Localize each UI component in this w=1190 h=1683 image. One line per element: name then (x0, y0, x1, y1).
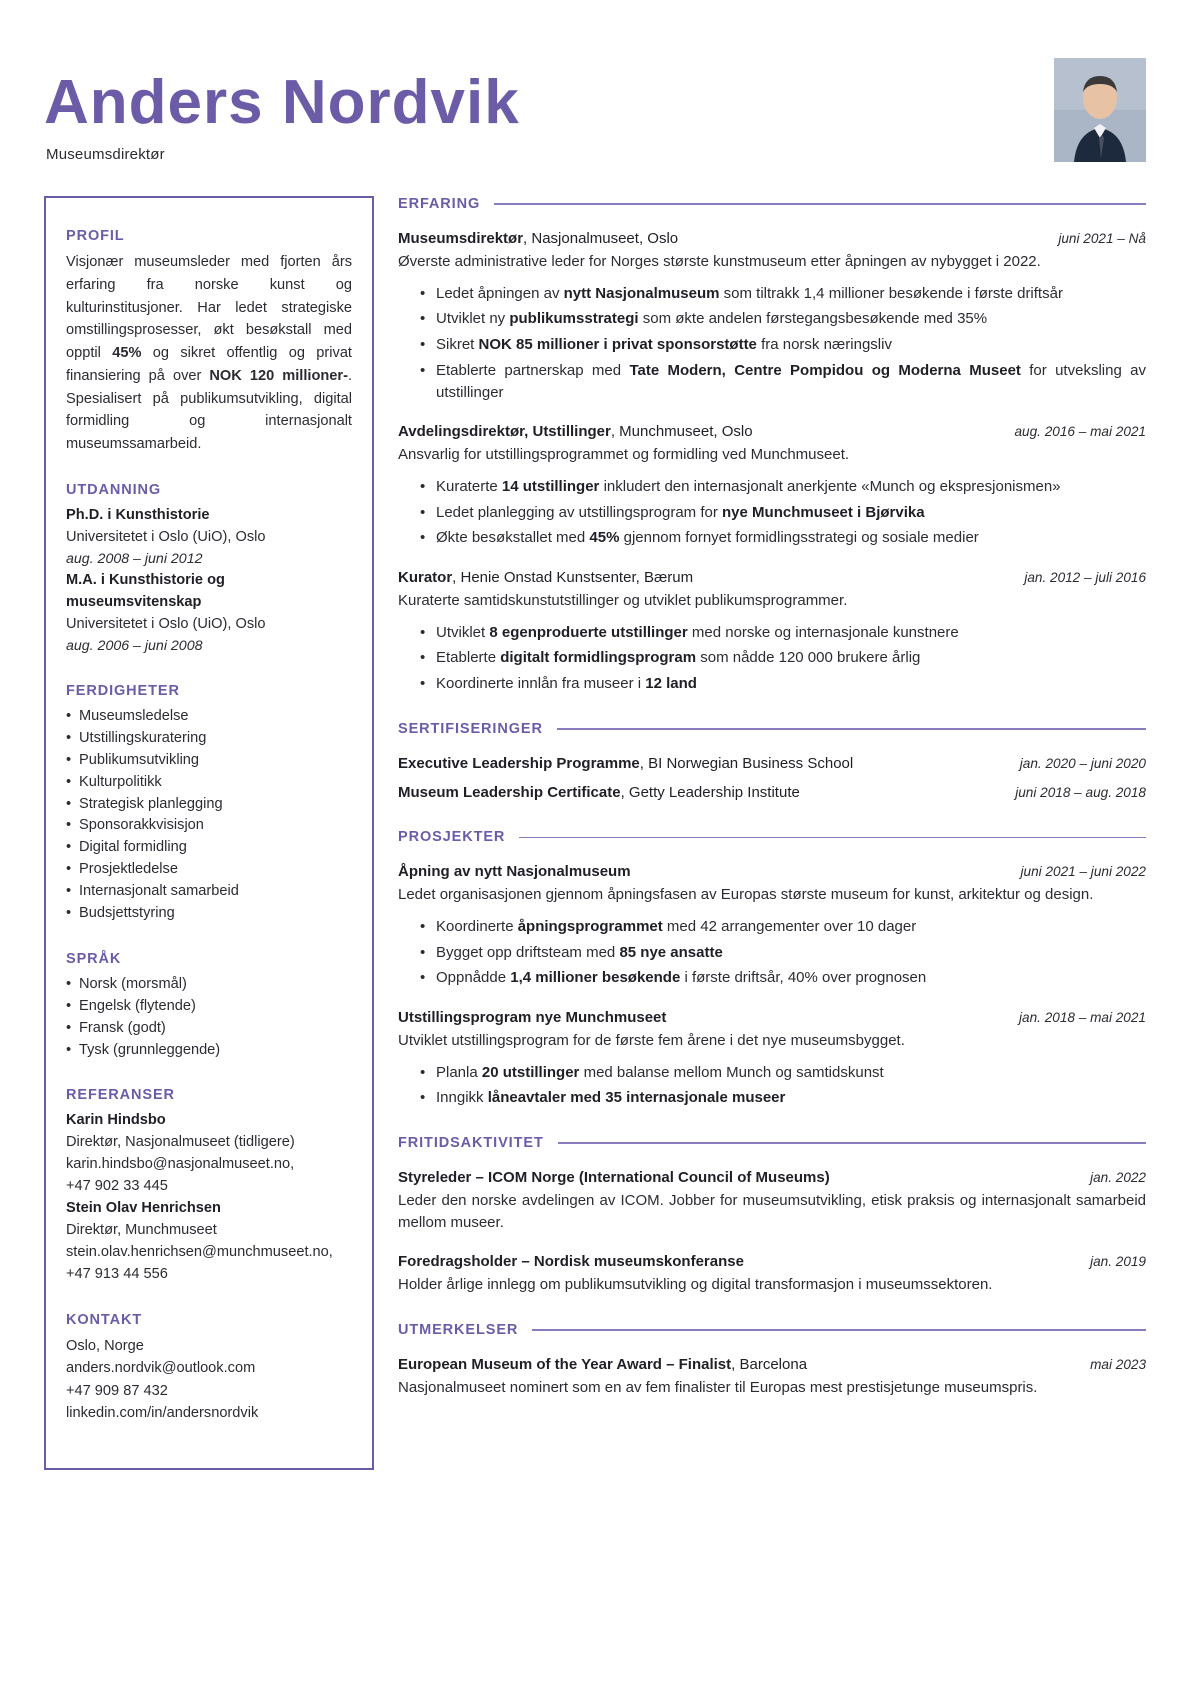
entry-summary (398, 1190, 1146, 1234)
language-item: • Tysk (grunnleggende) (66, 1040, 352, 1062)
reference-line: karin.hindsbo@nasjonalmuseet.no, (66, 1156, 295, 1173)
sidebar-section-skills (66, 683, 352, 925)
plain-text: , Nasjonalmuseet, Oslo (523, 230, 679, 247)
plain-text: . Spesialisert på publikumsutvikling, digital formidling og internasjonalt museumssamarbeid. (66, 367, 352, 453)
candidate-job-title: Museumsdirektør (46, 146, 165, 163)
entry-header (398, 1251, 1146, 1273)
section-awards (398, 1322, 1146, 1399)
language-item: • Norsk (morsmål) (66, 974, 352, 996)
skill-item: • Prosjektledelse (66, 859, 352, 881)
entry-summary (398, 884, 1146, 906)
skill-item: • Kulturpolitikk (66, 772, 352, 794)
entry-summary (398, 590, 1146, 612)
emphasis-text: 1,4 millioner besøkende (510, 969, 681, 987)
emphasis-text: 12 land (645, 675, 697, 692)
references-list (66, 1110, 352, 1285)
plain-text: , Getty Leadership Institute (620, 783, 800, 801)
plain-text: fra norsk næringsliv (756, 336, 892, 353)
emphasis-text: NOK 120 millioner- (209, 367, 348, 384)
education-school: Universitetet i Oslo (UiO), Oslo (66, 615, 266, 632)
emphasis-text: åpningsprogrammet (517, 917, 663, 935)
emphasis-text: Museumsdirektør (398, 230, 524, 247)
reference-lines (66, 1132, 352, 1198)
entry-header (398, 1167, 1146, 1189)
entry-title (398, 861, 631, 883)
emphasis-text: Utstillingsprogram nye Munchmuseet (398, 1009, 667, 1026)
resume-entry (398, 1251, 1146, 1296)
resume-entry (398, 421, 1146, 549)
plain-text: Ledet åpningen av (436, 284, 564, 302)
section-title-experience: ERFARING (398, 196, 481, 212)
entry-bullet (420, 527, 1146, 549)
plain-text: med 42 arrangementer over 10 dager (662, 917, 917, 935)
resume-entry (398, 1354, 1146, 1399)
reference-line: Direktør, Nasjonalmuseet (tidligere) (66, 1134, 295, 1151)
entry-bullet (420, 502, 1146, 524)
plain-text: Ledet organisasjonen gjennom åpningsfasen av Europas største museum for kunst, arkitektur og design. (398, 886, 1094, 903)
award-entries (398, 1354, 1146, 1399)
section-projects (398, 829, 1146, 1109)
certification-date: jan. 2020 – juni 2020 (1019, 755, 1146, 771)
experience-entries (398, 228, 1146, 695)
skill-item: • Internasjonalt samarbeid (66, 881, 352, 903)
entry-bullet-list (398, 622, 1146, 695)
plain-text: med norske og internasjonale kunstnere (687, 623, 959, 641)
plain-text: Ledet planlegging av utstillingsprogram for (436, 503, 723, 521)
entry-date: jan. 2012 – juli 2016 (1024, 570, 1146, 585)
section-title-projects: PROSJEKTER (398, 829, 506, 846)
profile-text (66, 251, 352, 456)
skill-item: • Museumsledelse (66, 706, 352, 728)
entry-title (398, 228, 678, 250)
plain-text: i første driftsår, 40% over prognosen (680, 969, 927, 987)
entry-title (398, 1354, 807, 1376)
entry-summary (398, 251, 1146, 273)
plain-text: Ansvarlig for utstillingsprogrammet og formidling ved Munchmuseet. (398, 446, 850, 463)
section-header-experience (398, 196, 1146, 212)
plain-text: Økte besøkstallet med (436, 529, 590, 547)
portrait-illustration (1054, 58, 1146, 162)
entry-header (398, 1354, 1146, 1376)
section-activities (398, 1135, 1146, 1296)
reference-item (66, 1198, 352, 1286)
section-header-certifications (398, 721, 1146, 737)
plain-text: Oppnådde (436, 969, 511, 987)
skills-list (66, 706, 352, 925)
profile-photo (1054, 58, 1146, 162)
entry-date: jan. 2022 (1090, 1170, 1146, 1185)
resume-entry (398, 567, 1146, 695)
plain-text: og sikret offentlig og privat finansiering på over (66, 345, 352, 384)
certification-rows (398, 753, 1146, 804)
reference-item (66, 1110, 352, 1198)
contact-line: +47 909 87 432 (66, 1382, 168, 1399)
language-item: • Engelsk (flytende) (66, 996, 352, 1018)
plain-text: Utviklet (436, 623, 490, 641)
language-item: • Fransk (godt) (66, 1018, 352, 1040)
plain-text: Utviklet utstillingsprogram for de første fem årene i det nye museumsbygget. (398, 1031, 905, 1049)
emphasis-text: 14 utstillinger (501, 477, 600, 495)
emphasis-text: Styreleder – ICOM Norge (International Council of Museums) (398, 1169, 830, 1186)
plain-text: med balanse mellom Munch og samtidskunst (579, 1063, 884, 1081)
emphasis-text: 45% (589, 529, 620, 547)
resume-entry (398, 1007, 1146, 1109)
activity-entries (398, 1167, 1146, 1296)
plain-text: Koordinerte innlån fra museer i (436, 675, 646, 692)
section-rule (557, 728, 1146, 730)
plain-text: Sikret (436, 336, 479, 353)
entry-bullet (420, 360, 1146, 404)
entry-date: jan. 2019 (1090, 1254, 1146, 1270)
plain-text: Bygget opp driftsteam med (436, 943, 620, 961)
plain-text: , BI Norwegian Business School (639, 754, 854, 772)
entry-bullet (420, 622, 1146, 644)
entry-title (398, 421, 753, 443)
resume-header (0, 0, 1190, 190)
plain-text: , Henie Onstad Kunstsenter, Bærum (452, 569, 694, 586)
plain-text: som tiltrakk 1,4 millioner besøkende i første driftsår (719, 284, 1063, 302)
plain-text: Øverste administrative leder for Norges største kunstmuseum etter åpningen av nybygget i 2022. (398, 252, 1041, 270)
entry-bullet (420, 334, 1146, 356)
emphasis-text: Avdelingsdirektør, Utstillinger (398, 423, 611, 441)
sidebar-section-contact (66, 1312, 352, 1425)
education-degree: Ph.D. i Kunsthistorie (66, 506, 210, 523)
reference-lines (66, 1220, 352, 1286)
section-rule (494, 203, 1146, 205)
entry-title (398, 1251, 744, 1273)
skill-item: • Strategisk planlegging (66, 794, 352, 816)
plain-text: Kuraterte (436, 477, 502, 495)
entry-bullet (420, 476, 1146, 498)
section-rule (532, 1329, 1146, 1331)
entry-header (398, 1007, 1146, 1029)
contact-line: anders.nordvik@outlook.com (66, 1360, 256, 1377)
languages-list (66, 974, 352, 1062)
sidebar-heading-references: REFERANSER (66, 1087, 175, 1104)
contact-line: Oslo, Norge (66, 1337, 144, 1354)
certification-title (398, 782, 800, 804)
plain-text: Etablerte partnerskap med (436, 361, 630, 379)
resume-entry (398, 228, 1146, 403)
education-date: aug. 2008 – juni 2012 (66, 550, 203, 567)
plain-text: inkludert den internasjonalt anerkjente «Munch og ekspresjonismen» (599, 477, 1061, 495)
entry-bullet (420, 1087, 1146, 1109)
sidebar-heading-profile: PROFIL (66, 228, 125, 244)
emphasis-text: nye Munchmuseet i Bjørvika (722, 503, 925, 521)
certification-date: juni 2018 – aug. 2018 (1015, 784, 1146, 800)
emphasis-text: Åpning av nytt Nasjonalmuseum (398, 863, 631, 881)
entry-bullet-list (398, 916, 1146, 989)
emphasis-text: NOK 85 millioner i privat sponsorstøtte (478, 336, 757, 353)
emphasis-text: 8 egenproduerte utstillinger (489, 623, 688, 641)
emphasis-text: Kurator (398, 569, 453, 586)
certification-row (398, 782, 1146, 804)
resume-entry (398, 861, 1146, 989)
section-title-awards: UTMERKELSER (398, 1321, 519, 1338)
education-school: Universitetet i Oslo (UiO), Oslo (66, 528, 266, 545)
certification-row (398, 753, 1146, 775)
reference-name: Karin Hindsbo (66, 1112, 166, 1129)
education-item (66, 505, 352, 570)
plain-text: Visjonær museumsleder med fjorten års erfaring fra norske kunst og kulturinstitusjoner. Har ledet strategiske omstillingsprosesser, økt besøkstall med opptil (66, 254, 352, 362)
entry-bullet (420, 647, 1146, 669)
contact-line: linkedin.com/in/andersnordvik (66, 1405, 259, 1422)
emphasis-text: digitalt formidlingsprogram (500, 649, 697, 667)
reference-line: +47 913 44 556 (66, 1265, 168, 1282)
skill-item: • Utstillingskuratering (66, 728, 352, 750)
entry-date: aug. 2016 – mai 2021 (1014, 424, 1146, 440)
sidebar-section-languages (66, 951, 352, 1062)
section-header-activities (398, 1135, 1146, 1151)
emphasis-text: 20 utstillinger (481, 1063, 580, 1081)
emphasis-text: Foredragsholder – Nordisk museumskonferanse (398, 1253, 744, 1271)
entry-title (398, 1167, 830, 1189)
education-item (66, 570, 352, 657)
plain-text: , Munchmuseet, Oslo (610, 423, 753, 441)
reference-line: Direktør, Munchmuseet (66, 1221, 217, 1238)
plain-text: Kuraterte samtidskunstutstillinger og utviklet publikumsprogrammer. (398, 591, 848, 609)
emphasis-text: publikumsstrategi (509, 310, 639, 328)
plain-text: , Barcelona (731, 1355, 808, 1373)
entry-bullet (420, 673, 1146, 695)
sidebar-section-references (66, 1087, 352, 1285)
plain-text: Koordinerte (436, 917, 518, 935)
plain-text: Planla (436, 1063, 482, 1081)
plain-text: gjennom fornyet formidlingsstrategi og sosiale medier (619, 529, 979, 547)
sidebar-heading-languages: SPRÅK (66, 950, 122, 967)
candidate-name: Anders Nordvik (44, 68, 520, 137)
plain-text: Etablerte (436, 649, 501, 667)
skill-item: • Budsjettstyring (66, 903, 352, 925)
plain-text: Holder årlige innlegg om publikumsutvikling og digital transformasjon i museumssektoren. (398, 1276, 993, 1293)
reference-line: +47 902 33 445 (66, 1178, 168, 1195)
entry-header (398, 228, 1146, 250)
skill-item: • Publikumsutvikling (66, 750, 352, 772)
entry-date: juni 2021 – Nå (1058, 231, 1146, 246)
emphasis-text: European Museum of the Year Award – Finalist (398, 1355, 732, 1373)
education-list (66, 505, 352, 657)
entry-bullet-list (398, 1062, 1146, 1110)
sidebar-section-education (66, 482, 352, 657)
sidebar-heading-contact: KONTAKT (66, 1311, 143, 1328)
entry-date: jan. 2018 – mai 2021 (1019, 1010, 1146, 1025)
emphasis-text: Museum Leadership Certificate (398, 783, 621, 801)
skill-item: • Digital formidling (66, 837, 352, 859)
section-header-awards (398, 1322, 1146, 1338)
section-rule (558, 1142, 1146, 1144)
plain-text: Leder den norske avdelingen av ICOM. Jobber for museumsutvikling, etisk praksis og internasjonalt samarbeid mellom museer. (398, 1191, 1146, 1231)
entry-bullet-list (398, 476, 1146, 549)
reference-name: Stein Olav Henrichsen (66, 1199, 221, 1216)
section-certifications (398, 721, 1146, 804)
project-entries (398, 861, 1146, 1109)
entry-summary (398, 1377, 1146, 1399)
entry-date: juni 2021 – juni 2022 (1020, 864, 1146, 880)
entry-bullet (420, 1062, 1146, 1084)
plain-text: Inngikk (436, 1089, 488, 1107)
entry-bullet (420, 942, 1146, 964)
entry-summary (398, 444, 1146, 466)
certification-title (398, 753, 853, 775)
entry-bullet (420, 916, 1146, 938)
entry-summary (398, 1274, 1146, 1296)
entry-title (398, 567, 693, 589)
entry-header (398, 421, 1146, 443)
emphasis-text: 45% (112, 345, 142, 362)
section-rule (519, 837, 1146, 839)
entry-date: mai 2023 (1090, 1356, 1146, 1372)
plain-text: som nådde 120 000 brukere årlig (696, 649, 921, 667)
emphasis-text: låneavtaler med 35 internasjonale museer (487, 1089, 786, 1107)
plain-text: Nasjonalmuseet nominert som en av fem finalister til Europas mest prestisjetunge museumspris. (398, 1378, 1038, 1396)
section-experience (398, 196, 1146, 695)
resume-entry (398, 1167, 1146, 1233)
education-degree: M.A. i Kunsthistorie og museumsvitenskap (66, 571, 225, 610)
main-column (398, 196, 1146, 1424)
emphasis-text: Tate Modern, Centre Pompidou og Moderna Museet (629, 361, 1021, 379)
emphasis-text: Executive Leadership Programme (398, 754, 640, 772)
sidebar-heading-education: UTDANNING (66, 481, 162, 498)
entry-header (398, 861, 1146, 883)
emphasis-text: 85 nye ansatte (619, 943, 723, 961)
sidebar (44, 196, 374, 1470)
entry-title (398, 1007, 666, 1029)
entry-bullet (420, 283, 1146, 305)
entry-bullet-list (398, 283, 1146, 404)
plain-text: for utveksling av utstillinger (436, 361, 1146, 401)
entry-header (398, 567, 1146, 589)
contact-list (66, 1335, 352, 1425)
reference-line: stein.olav.henrichsen@munchmuseet.no, (66, 1243, 333, 1260)
education-date: aug. 2006 – juni 2008 (66, 637, 203, 654)
section-title-activities: FRITIDSAKTIVITET (398, 1135, 544, 1151)
section-title-certifications: SERTIFISERINGER (398, 720, 543, 737)
entry-bullet (420, 967, 1146, 989)
entry-summary (398, 1030, 1146, 1052)
skill-item: • Sponsorakkvisisjon (66, 815, 352, 837)
entry-bullet (420, 308, 1146, 330)
sidebar-heading-skills: FERDIGHETER (66, 682, 180, 699)
plain-text: Utviklet ny (436, 310, 510, 328)
section-header-projects (398, 829, 1146, 845)
emphasis-text: nytt Nasjonalmuseum (563, 284, 720, 302)
sidebar-section-profile (66, 228, 352, 456)
plain-text: som økte andelen førstegangsbesøkende med 35% (638, 310, 988, 328)
